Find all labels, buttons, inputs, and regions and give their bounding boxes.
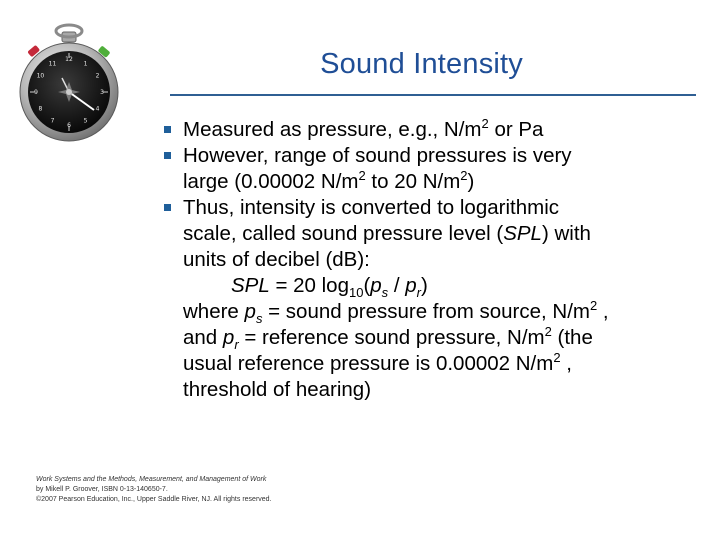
- clock-number: 3: [100, 89, 104, 96]
- bullet-text: However, range of sound pressures is very: [183, 144, 572, 167]
- bullet-text: large (0.00002 $N/m^2$ to 20 $N/m^2$): [183, 168, 475, 193]
- footer-author: by Mikell P. Groover, ISBN 0-13-140650-7.: [36, 486, 168, 493]
- bullet-text: scale, called sound pressure level (SPL) with: [183, 222, 591, 245]
- bullet-list: [151, 117, 691, 403]
- copyright-footer: [36, 475, 272, 505]
- bullet-square-icon: [164, 126, 171, 133]
- clock-number: 9: [34, 89, 38, 96]
- clock-number: 2: [95, 72, 100, 80]
- bullet-item: [151, 143, 691, 195]
- footer-copyright: ©2007 Pearson Education, Inc., Upper Saddle River, NJ. All rights reserved.: [36, 496, 272, 503]
- title-divider: [170, 94, 696, 96]
- bullet-square-icon: [164, 204, 171, 211]
- clock-number: 12: [65, 56, 73, 63]
- clock-number: 7: [50, 117, 55, 125]
- clock-number: 1: [83, 60, 88, 68]
- clock-number: 11: [48, 60, 57, 68]
- footer-book-title: Work Systems and the Methods, Measurement, and Management of Work: [36, 476, 267, 483]
- bullet-text: Measured as pressure, e.g., $N/m^2$ or Pa: [183, 116, 544, 141]
- bullet-text: usual reference pressure is 0.00002 $N/m^2$ ,: [183, 350, 572, 375]
- bullet-text: and $p_r$ = reference sound pressure, $N/m^2$ (the: [183, 324, 593, 352]
- clock-number: 4: [95, 105, 100, 113]
- clock-number: 8: [38, 105, 43, 113]
- clock-number: 6: [67, 122, 71, 129]
- bullet-item: [151, 117, 691, 143]
- bullet-text: units of decibel (dB):: [183, 248, 370, 271]
- page-title: Sound Intensity: [320, 48, 523, 80]
- bullet-square-icon: [164, 152, 171, 159]
- clock-number: 10: [36, 72, 45, 80]
- bullet-item: [151, 195, 691, 403]
- bullet-text: where $p_s$ = sound pressure from source, $N/m^2$ ,: [183, 298, 609, 326]
- stopwatch-icon: [14, 22, 124, 147]
- clock-number: 5: [83, 117, 88, 125]
- spl-formula: SPL = 20 $\log_{10}(p_s / p_r)$: [231, 274, 428, 300]
- bullet-text: threshold of hearing): [183, 378, 372, 401]
- bullet-text: Thus, intensity is converted to logarithmic: [183, 196, 559, 219]
